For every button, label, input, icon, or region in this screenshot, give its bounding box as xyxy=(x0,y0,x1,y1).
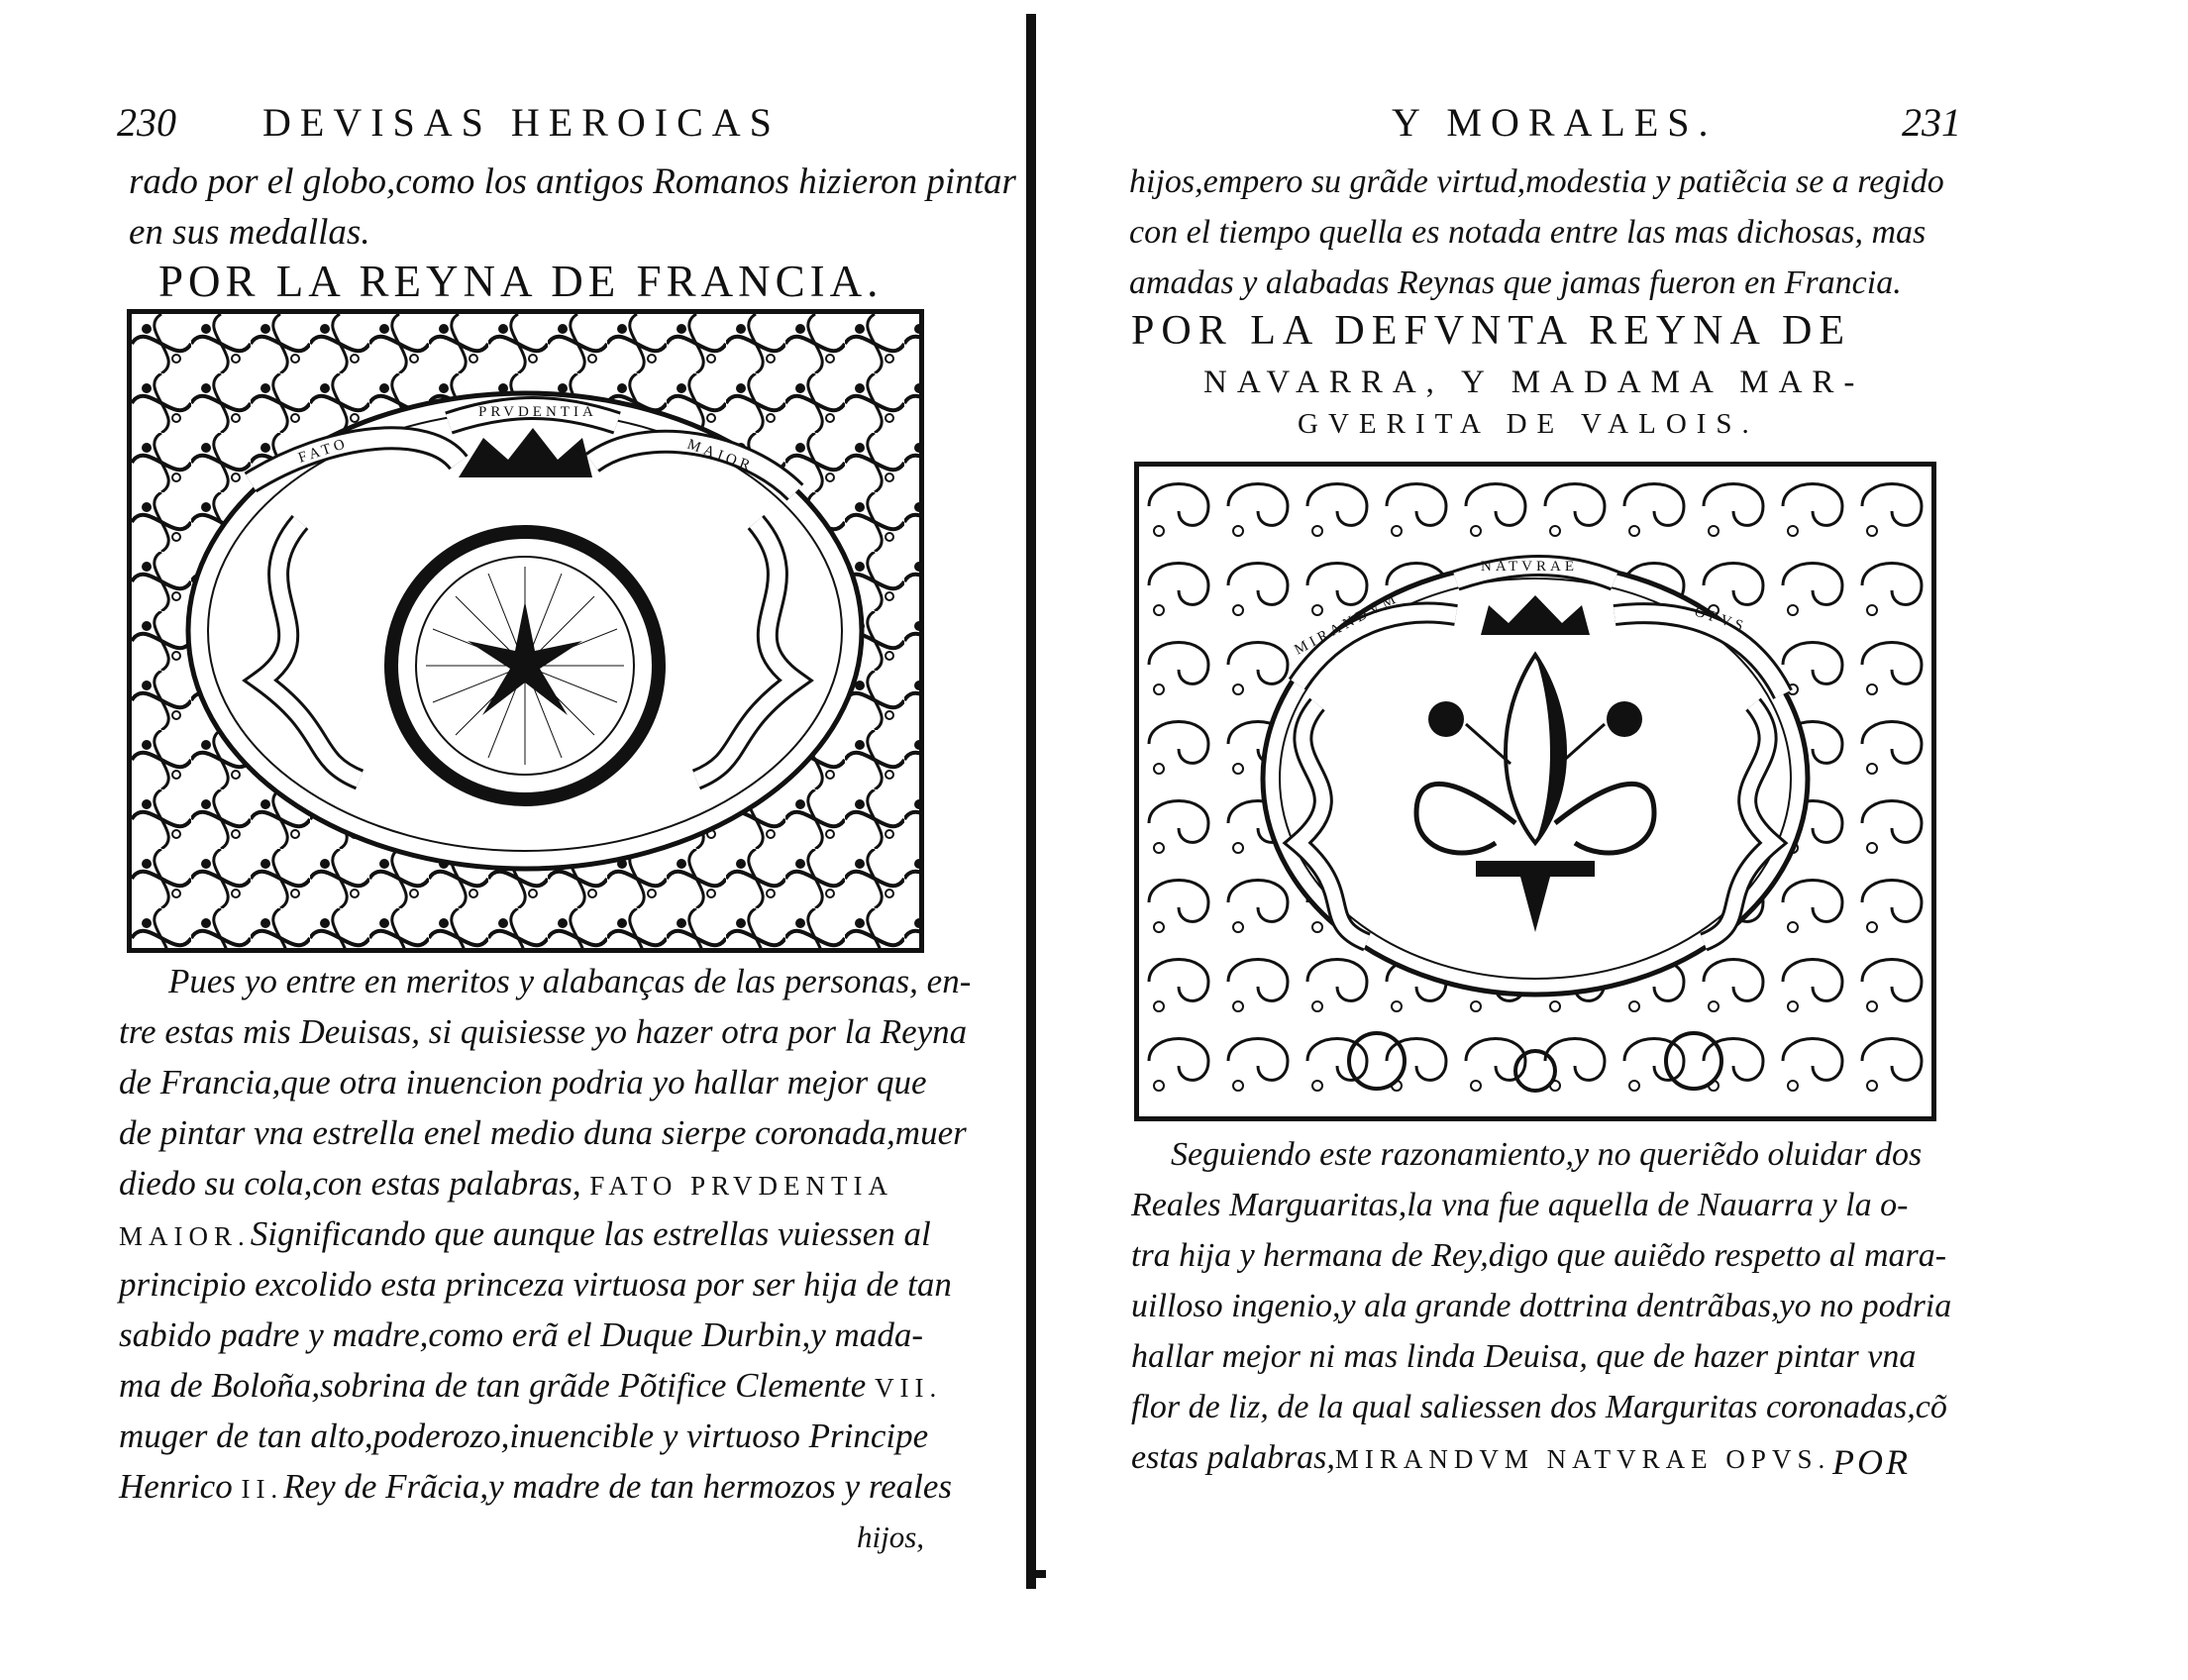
right-folio: 231 xyxy=(1902,100,1961,145)
text-line: en sus medallas. xyxy=(129,212,370,253)
text-line: estas palabras,MIRANDVM NATVRAE OPVS. xyxy=(1131,1439,1831,1476)
left-continuation xyxy=(129,157,1016,258)
motto-inline: FATO PRVDENTIA xyxy=(589,1171,893,1201)
text-line: diedo su cola,con estas palabras, FATO PRVDENTIA xyxy=(119,1164,893,1203)
text-line: Reales Marguaritas,la vna fue aquella de Nauarra y la o- xyxy=(1131,1187,1909,1223)
text-line: amadas y alabadas Reynas que jamas fueron en Francia. xyxy=(1129,264,1902,301)
text-line: ma de Boloña,sobrina de tan grãde Põtifice Clemente VII. xyxy=(119,1366,943,1405)
right-catchword: POR xyxy=(1832,1442,1911,1482)
text-line: hijos,empero su grãde virtud,modestia y patiẽcia se a regido xyxy=(1129,163,1944,200)
left-motto-right: MAIOR xyxy=(684,436,756,475)
text-line: Seguiendo este razonamiento,y no queriẽdo oluidar dos xyxy=(1171,1136,1923,1173)
text-line: con el tiempo quella es notada entre las mas dichosas, mas xyxy=(1129,214,1927,251)
right-continuation xyxy=(1129,157,1944,308)
text-line: principio excolido esta princeza virtuosa por ser hija de tan xyxy=(119,1265,952,1304)
left-section-heading: POR LA REYNA DE FRANCIA. xyxy=(158,257,884,306)
right-motto-right: OPVS xyxy=(1692,603,1749,636)
fleur-de-lis-emblem-icon xyxy=(1139,467,1931,1116)
text-line: uilloso ingenio,y ala grande dottrina dentrãbas,yo no podria xyxy=(1131,1288,1952,1324)
right-section-heading-3: GVERITA DE VALOIS. xyxy=(1298,408,1759,440)
right-motto-left: MIRANDVM xyxy=(1292,589,1403,659)
right-section-heading-2: NAVARRA, Y MADAMA MAR- xyxy=(1203,365,1865,400)
text-line: tra hija y hermana de Rey,digo que auiẽdo respetto al mara- xyxy=(1131,1237,1947,1274)
right-running-head: Y MORALES. xyxy=(1392,100,1718,145)
text-line: Pues yo entre en meritos y alabanças de las personas, en- xyxy=(168,962,972,1000)
left-page xyxy=(0,0,1030,1680)
catchword: hijos, xyxy=(857,1520,925,1554)
text-line: de Francia,que otra inuencion podria yo hallar mejor que xyxy=(119,1063,927,1102)
left-body xyxy=(119,956,971,1562)
text-line: tre estas mis Deuisas, si quisiesse yo hazer otra por la Reyna xyxy=(119,1012,968,1051)
text-line: hallar mejor ni mas linda Deuisa, que de hazer pintar vna xyxy=(1131,1338,1917,1375)
text-line: Henrico II.Rey de Frãcia,y madre de tan hermozos y reales xyxy=(119,1467,953,1506)
left-woodcut-emblem xyxy=(127,309,924,953)
text-line: de pintar vna estrella enel medio duna sierpe coronada,muer xyxy=(119,1113,967,1152)
text-line: sabido padre y madre,como erã el Duque Durbin,y mada- xyxy=(119,1315,923,1354)
left-motto-left: FATO xyxy=(296,435,351,467)
star-serpent-emblem-icon xyxy=(132,314,919,948)
text-line: flor de liz, de la qual saliessen dos Marguritas coronadas,cõ xyxy=(1131,1389,1947,1425)
right-motto-top: NATVRAE xyxy=(1481,559,1578,575)
left-running-head: DEVISAS HEROICAS xyxy=(262,100,781,145)
text-line: rado por el globo,como los antigos Romanos hizieron pintar xyxy=(129,161,1016,202)
motto-inline: MIRANDVM NATVRAE OPVS. xyxy=(1334,1444,1831,1474)
right-woodcut-emblem xyxy=(1134,462,1936,1121)
text-line: muger de tan alto,poderozo,inuencible y virtuoso Principe xyxy=(119,1417,929,1455)
right-section-heading-1: POR LA DEFVNTA REYNA DE xyxy=(1131,308,1852,354)
left-motto-top: PRVDENTIA xyxy=(478,404,597,420)
text-line: MAIOR.Significando que aunque las estrellas vuiessen al xyxy=(119,1214,931,1253)
left-folio: 230 xyxy=(117,100,176,145)
right-body xyxy=(1131,1129,1951,1483)
right-page xyxy=(1030,0,2188,1680)
